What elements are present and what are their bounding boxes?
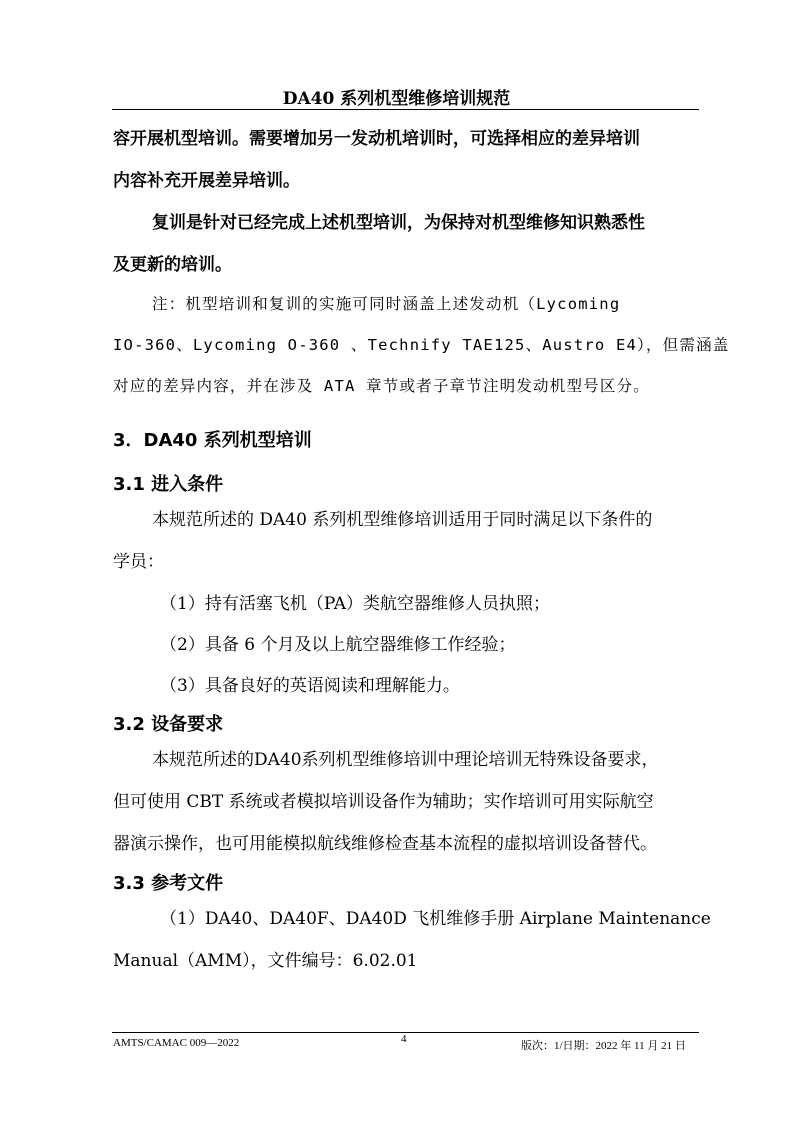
para1-line1: 容开展机型培训。需要增加另一发动机培训时，可选择相应的差异培训 [113, 129, 640, 149]
section3-heading: 3．DA40 系列机型培训 [113, 430, 312, 451]
footer-page-number: 4 [401, 1033, 407, 1045]
note-line3: 对应的差异内容，并在涉及 ATA 章节或者子章节注明发动机型号区分。 [113, 377, 650, 395]
s31-item-1: （1）持有活塞飞机（PA）类航空器维修人员执照； [160, 594, 550, 614]
para1-line2: 内容补充开展差异培训。 [113, 171, 300, 191]
section31-heading: 3.1 进入条件 [113, 474, 224, 495]
header-rule [112, 109, 699, 110]
s31-intro-line2: 学员： [113, 552, 164, 572]
para2-line1: 复训是针对已经完成上述机型培训，为保持对机型维修知识熟悉性 [152, 213, 645, 233]
s33-ref-line2: Manual（AMM），文件编号：6.02.01 [113, 951, 418, 971]
page-header-title: DA40 系列机型维修培训规范 [282, 89, 511, 109]
s31-intro-line1: 本规范所述的 DA40 系列机型维修培训适用于同时满足以下条件的 [152, 510, 653, 530]
s31-item-2: （2）具备 6 个月及以上航空器维修工作经验； [160, 635, 516, 655]
note-line2: IO-360、Lycoming O-360 、Technify TAE125、Austro E4），但需涵盖 [113, 336, 730, 354]
footer-version-date: 版次：1/日期：2022 年 11 月 21 日 [521, 1040, 686, 1052]
s32-line3: 器演示操作，也可用能模拟航线维修检查基本流程的虚拟培训设备替代。 [113, 834, 657, 854]
section33-heading: 3.3 参考文件 [113, 873, 224, 894]
note-line1: 注：机型培训和复训的实施可同时涵盖上述发动机（Lycoming [152, 295, 621, 313]
s32-line2: 但可使用 CBT 系统或者模拟培训设备作为辅助；实作培训可用实际航空 [113, 792, 654, 812]
s31-item-3: （3）具备良好的英语阅读和理解能力。 [160, 676, 460, 696]
section32-heading: 3.2 设备要求 [113, 714, 224, 735]
s32-line1: 本规范所述的DA40系列机型维修培训中理论培训无特殊设备要求， [152, 750, 659, 770]
footer-doc-number: AMTS/CAMAC 009—2022 [113, 1037, 240, 1049]
s33-ref-line1: （1）DA40、DA40F、DA40D 飞机维修手册 Airplane Maintenance [160, 909, 711, 929]
para2-line2: 及更新的培训。 [113, 255, 232, 275]
